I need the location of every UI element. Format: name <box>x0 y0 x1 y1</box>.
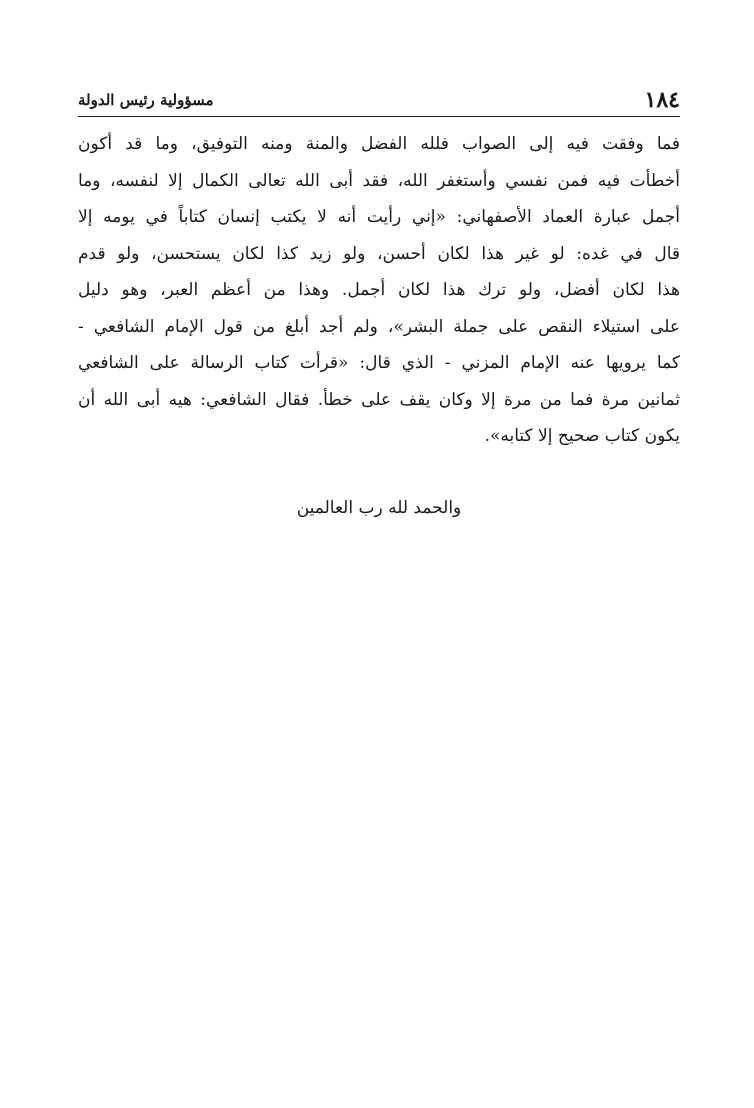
page-number: ١٨٤ <box>644 87 680 113</box>
text-line: ثمانين مرة فما من مرة إلا وكان يقف على خطأ. فقال الشافعي: هيه أبى الله أن <box>78 389 680 410</box>
text-line: أجمل عبارة العماد الأصفهاني: «إني رأيت أنه لا يكتب إنسان كتاباً في يومه إلا <box>78 207 680 227</box>
text-line: قال في غده: لو غير هذا لكان أحسن، ولو زيد كذا لكان يستحسن، ولو قدم <box>78 243 680 264</box>
closing-line: والحمد لله رب العالمين <box>296 498 462 518</box>
running-title: مسؤولية رئيس الدولة <box>78 91 214 109</box>
text-line: أخطأت فيه فمن نفسي وأستغفر الله، فقد أبى الله تعالى الكمال إلا لنفسه، وما <box>78 170 680 191</box>
text-line: يكون كتاب صحيح إلا كتابه». <box>484 426 680 446</box>
text-line: هذا لكان أفضل، ولو ترك هذا لكان أجمل. وهذا من أعظم العبر، وهو دليل <box>78 280 680 300</box>
text-line: على استيلاء النقص على جملة البشر»، ولم أجد أبلغ من قول الإمام الشافعي - <box>78 316 680 337</box>
header-divider <box>78 116 680 117</box>
text-line: فما وفقت فيه إلى الصواب فلله الفضل والمنة ومنه التوفيق، وما قد أكون <box>78 134 680 154</box>
text-line: كما يرويها عنه الإمام المزني - الذي قال: «قرأت كتاب الرسالة على الشافعي <box>78 353 680 373</box>
body-paragraph <box>78 126 680 455</box>
page-header <box>78 84 680 116</box>
